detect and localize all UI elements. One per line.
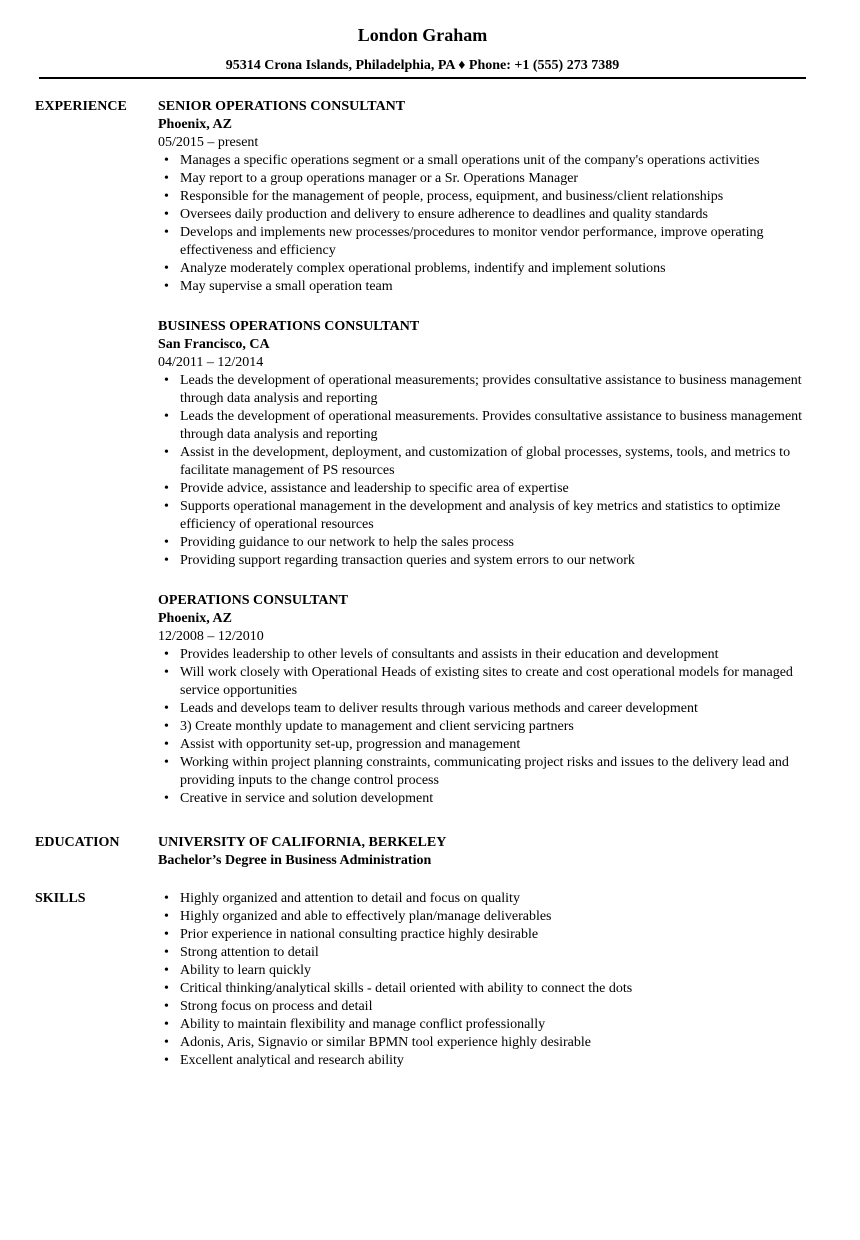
list-item: • Working within project planning constraints, communicating project risks and issues to the delivery lead and providing inputs to the change control process <box>158 754 818 790</box>
job-bullets <box>158 152 818 296</box>
list-item: • 3) Create monthly update to management and client servicing partners <box>158 718 818 736</box>
list-item: • Oversees daily production and delivery to ensure adherence to deadlines and quality standards <box>158 206 818 224</box>
list-item: • Provides leadership to other levels of consultants and assists in their education and development <box>158 646 818 664</box>
list-item: • Supports operational management in the development and analysis of key metrics and statistics to optimize efficiency of operational resources <box>158 498 818 534</box>
job-location: Phoenix, AZ <box>158 611 232 626</box>
job-title: SENIOR OPERATIONS CONSULTANT <box>158 99 406 114</box>
job-title: OPERATIONS CONSULTANT <box>158 593 348 608</box>
list-item: • Assist in the development, deployment, and customization of global processes, systems, tools, and metrics to facilitate management of PS resources <box>158 444 818 480</box>
list-item: • Strong attention to detail <box>158 944 818 962</box>
job-entry <box>158 318 818 570</box>
list-item: • Prior experience in national consulting practice highly desirable <box>158 926 818 944</box>
section-label-skills: SKILLS <box>35 891 86 906</box>
job-title: BUSINESS OPERATIONS CONSULTANT <box>158 319 420 334</box>
list-item: • Provide advice, assistance and leadership to specific area of expertise <box>158 480 818 498</box>
skills-list-block <box>158 890 818 1070</box>
job-entry <box>158 98 818 296</box>
list-item: • Leads and develops team to deliver results through various methods and career development <box>158 700 818 718</box>
list-item: • Providing support regarding transaction queries and system errors to our network <box>158 552 818 570</box>
list-item: • May report to a group operations manager or a Sr. Operations Manager <box>158 170 818 188</box>
list-item: • Strong focus on process and detail <box>158 998 818 1016</box>
education-entry <box>158 834 818 870</box>
list-item: • Creative in service and solution development <box>158 790 818 808</box>
header-divider <box>39 77 806 79</box>
section-label-education: EDUCATION <box>35 835 120 850</box>
job-bullets <box>158 646 818 808</box>
list-item: • Leads the development of operational measurements. Provides consultative assistance to business management through data analysis and reporting <box>158 408 818 444</box>
job-location: San Francisco, CA <box>158 337 270 352</box>
list-item: • Highly organized and attention to detail and focus on quality <box>158 890 818 908</box>
list-item: • Highly organized and able to effectively plan/manage deliverables <box>158 908 818 926</box>
list-item: • Providing guidance to our network to help the sales process <box>158 534 818 552</box>
list-item: • May supervise a small operation team <box>158 278 818 296</box>
list-item: • Analyze moderately complex operational problems, indentify and implement solutions <box>158 260 818 278</box>
list-item: • Excellent analytical and research ability <box>158 1052 818 1070</box>
school-name: UNIVERSITY OF CALIFORNIA, BERKELEY <box>158 835 447 850</box>
job-dates: 12/2008 – 12/2010 <box>158 629 264 644</box>
candidate-name: London Graham <box>357 25 488 45</box>
list-item: • Responsible for the management of people, process, equipment, and business/client relationships <box>158 188 818 206</box>
list-item: • Will work closely with Operational Heads of existing sites to create and cost operational models for managed service opportunities <box>158 664 818 700</box>
degree-name: Bachelor’s Degree in Business Administration <box>158 853 432 868</box>
list-item: • Ability to maintain flexibility and manage conflict professionally <box>158 1016 818 1034</box>
list-item: • Develops and implements new processes/procedures to monitor vendor performance, improve operating effectiveness and efficiency <box>158 224 818 260</box>
skills-list <box>158 890 818 1070</box>
list-item: • Adonis, Aris, Signavio or similar BPMN tool experience highly desirable <box>158 1034 818 1052</box>
contact-line: 95314 Crona Islands, Philadelphia, PA ♦ Phone: +1 (555) 273 7389 <box>225 58 620 73</box>
job-dates: 05/2015 – present <box>158 135 259 150</box>
job-entry <box>158 592 818 808</box>
job-bullets <box>158 372 818 570</box>
list-item: • Assist with opportunity set-up, progression and management <box>158 736 818 754</box>
list-item: • Manages a specific operations segment or a small operations unit of the company's operations activities <box>158 152 818 170</box>
list-item: • Critical thinking/analytical skills - detail oriented with ability to connect the dots <box>158 980 818 998</box>
job-location: Phoenix, AZ <box>158 117 232 132</box>
section-label-experience: EXPERIENCE <box>35 99 127 114</box>
list-item: • Ability to learn quickly <box>158 962 818 980</box>
job-dates: 04/2011 – 12/2014 <box>158 355 264 370</box>
list-item: • Leads the development of operational measurements; provides consultative assistance to business management through data analysis and reporting <box>158 372 818 408</box>
